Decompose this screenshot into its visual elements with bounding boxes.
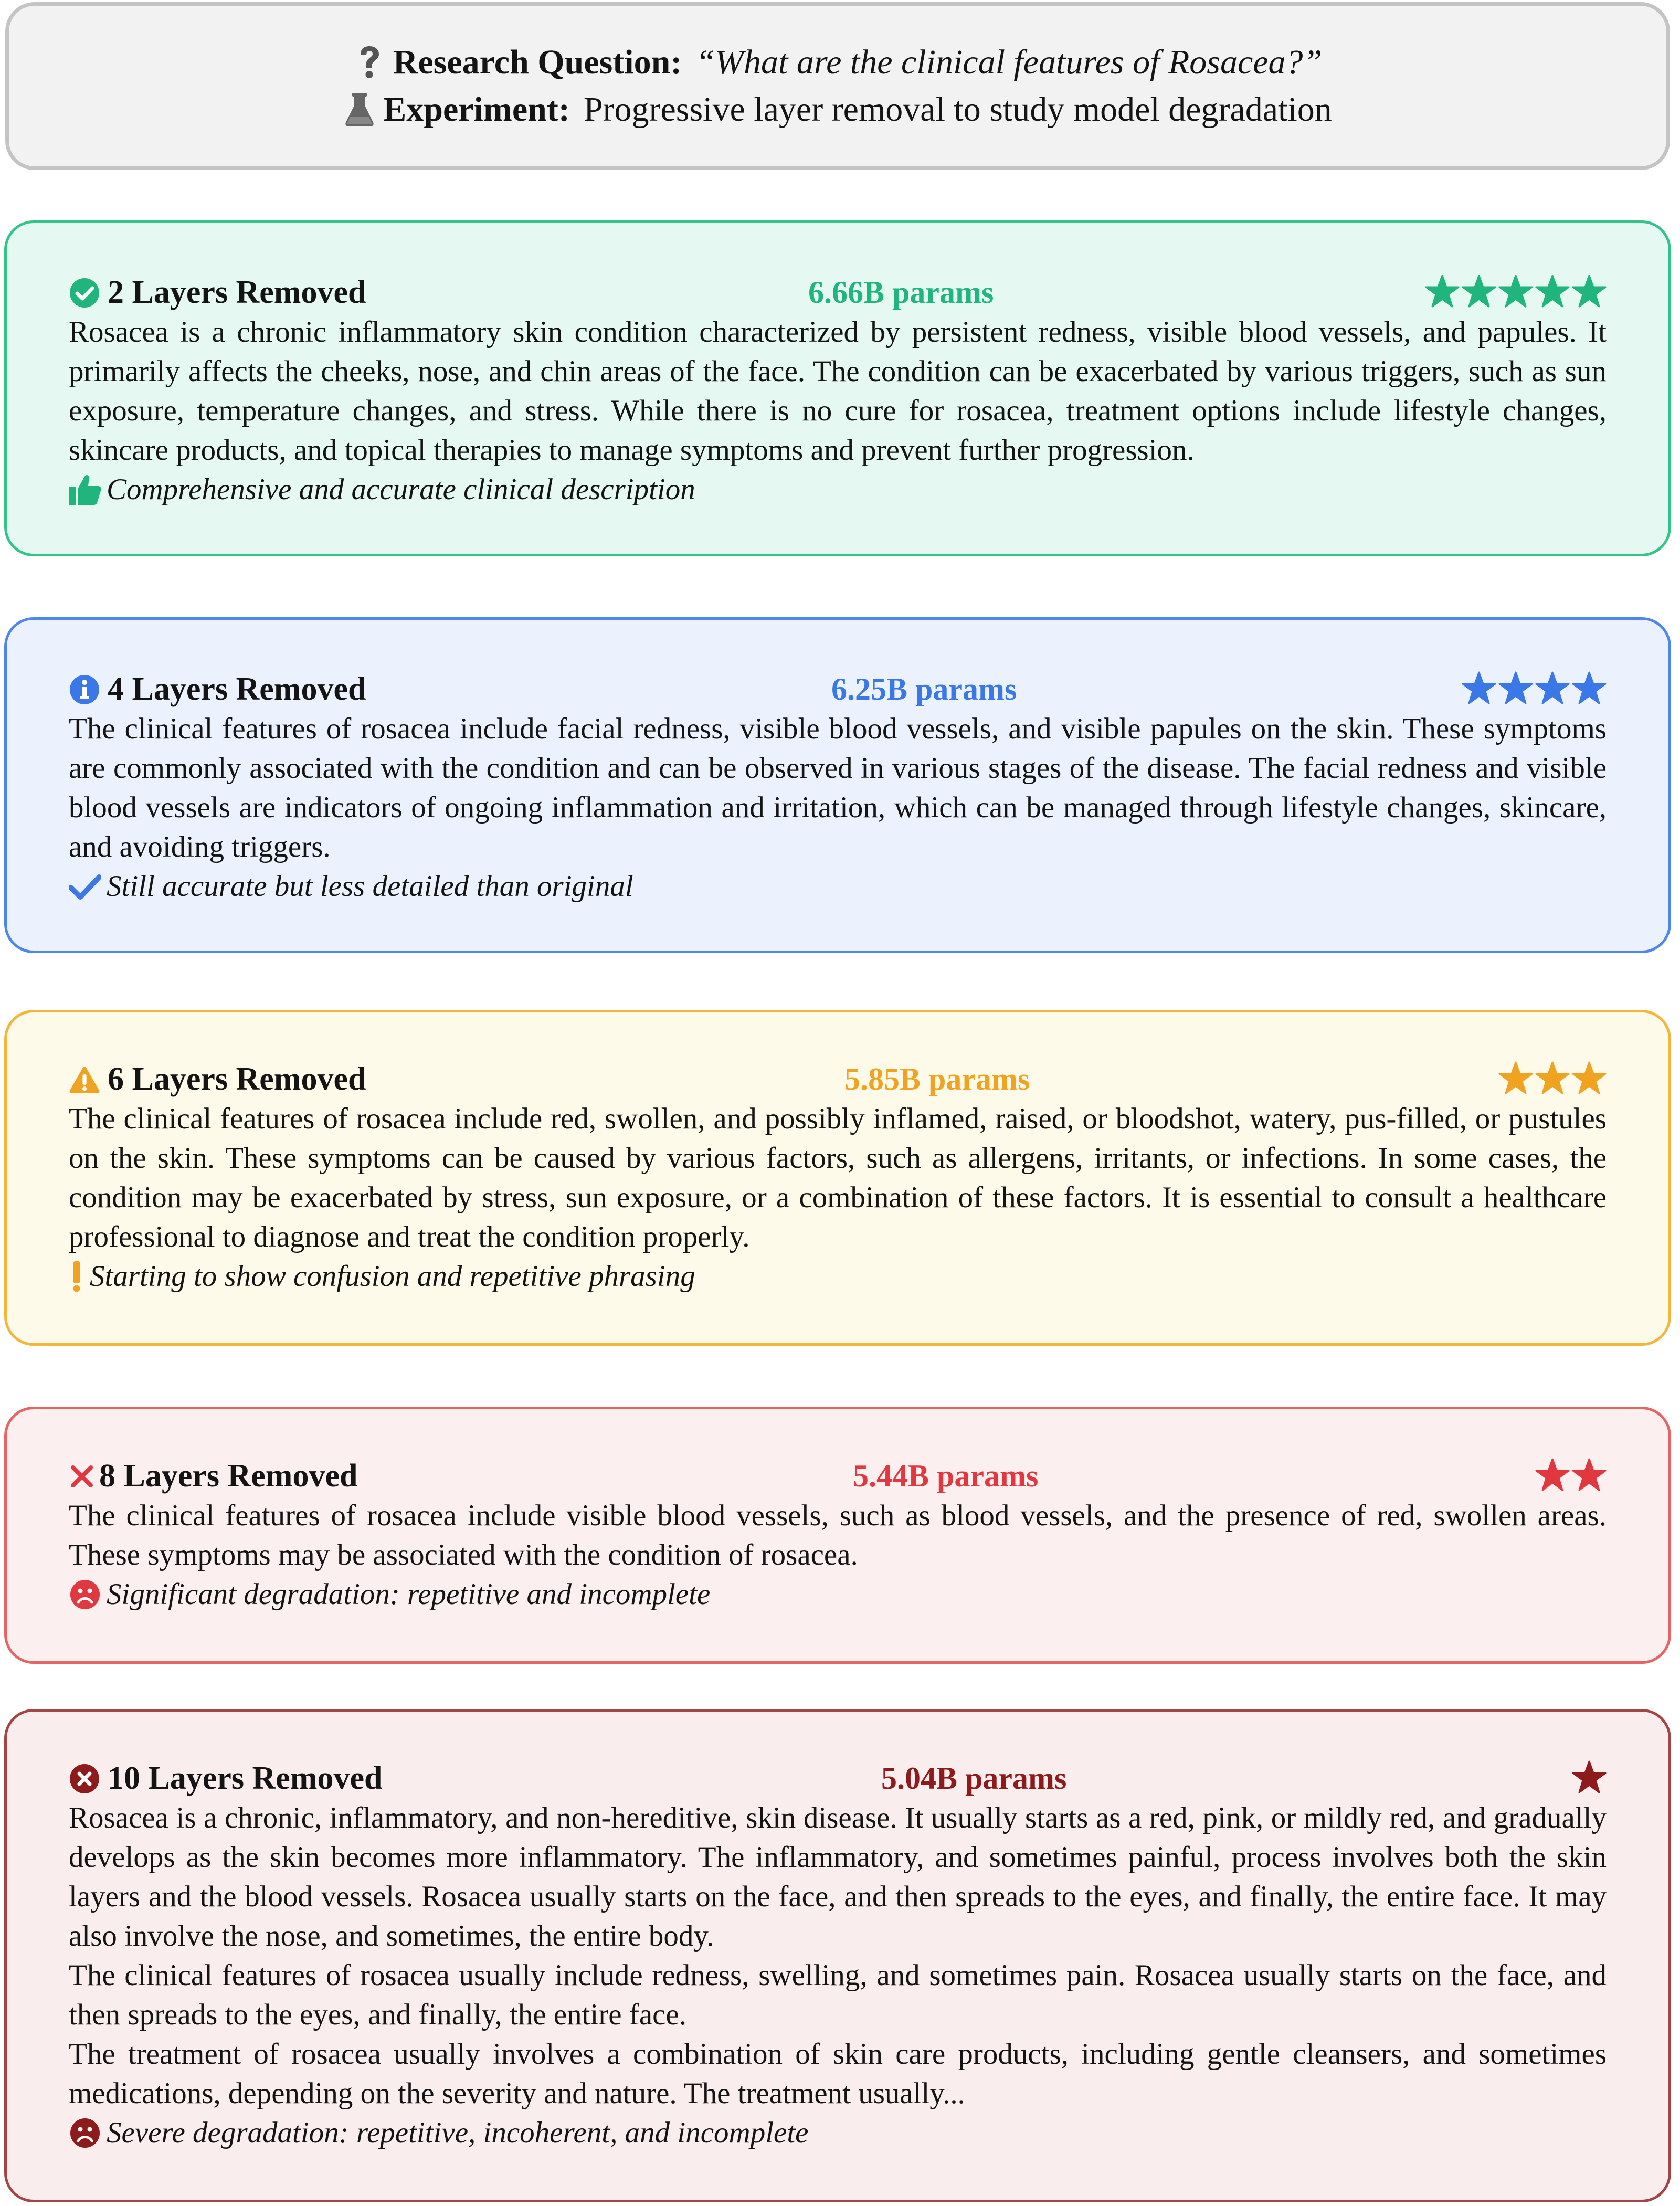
info-circle-icon [69,674,100,705]
star-rating [1462,671,1607,705]
response-text [69,1099,1607,1257]
star-icon [1462,671,1496,705]
star-icon [1572,671,1607,705]
experiment-line [343,88,1332,132]
research-question-line [353,40,1323,85]
star-icon [1498,274,1533,309]
star-icon [1498,671,1533,705]
card-header [69,273,1607,312]
result-card-10-layers [4,1709,1671,2202]
question-label: Research Question: [393,43,682,81]
verdict [69,867,1607,906]
param-count: 5.44B params [853,1459,1039,1493]
response-paragraph: Rosacea is a chronic inflammatory skin condition characterized by persistent redness, visible blood vessels, and papules. It primarily affects the cheeks, nose, and chin areas of the face. The condition can be exacerbated by various triggers, such as sun exposure, temperature changes, and stress. While there is no cure for rosacea, treatment options include lifestyle changes, skincare products, and topical therapies to manage symptoms and prevent further progression. [69,315,1607,467]
cross-icon [69,1461,95,1492]
param-count: 5.85B params [844,1062,1030,1096]
card-header [69,1456,1607,1496]
flask-icon [343,91,376,128]
sad-face-icon [69,1578,101,1611]
card-title-text: 4 Layers Removed [108,671,366,707]
star-rating [1498,1061,1607,1095]
experiment-text: Progressive layer removal to study model degradation [583,90,1332,129]
card-title-text: 10 Layers Removed [108,1760,383,1796]
warning-triangle-icon [69,1064,100,1095]
card-title [69,273,366,312]
verdict-text: Comprehensive and accurate clinical description [107,473,695,506]
response-paragraph: The treatment of rosacea usually involves a combination of skin care products, including gentle cleansers, and sometimes medications, depending on the severity and nature. The treatment usually... [69,2038,1607,2110]
thumbs-up-icon [69,473,101,506]
star-icon [1535,274,1570,309]
star-icon [1572,1458,1607,1492]
star-icon [1462,274,1496,309]
question-text: “What are the clinical features of Rosacea?” [695,43,1323,81]
star-icon [1498,1061,1533,1095]
star-rating [1425,274,1607,309]
response-paragraph: Rosacea is a chronic, inflammatory, and non-hereditive, skin disease. It usually starts as a red, pink, or mildly red, and gradually develops as the skin becomes more inflammatory. The inflammatory, and sometimes painful, process involves both the skin layers and the blood vessels. Rosacea usually starts on the face, and then spreads to the eyes, and finally, the entire face. It may also involve the nose, and sometimes, the entire body. [69,1801,1607,1952]
response-text [69,312,1607,470]
star-icon [1535,1458,1570,1492]
verdict [69,470,1607,509]
verdict [69,1257,1607,1296]
verdict-text: Still accurate but less detailed than original [107,870,633,903]
card-title-text: 8 Layers Removed [99,1458,358,1494]
card-title-text: 6 Layers Removed [108,1061,366,1097]
card-title [69,1456,357,1496]
verdict [69,2113,1607,2152]
result-card-6-layers [4,1010,1671,1346]
card-header [69,1759,1607,1798]
check-circle-icon [69,277,100,309]
research-header [5,2,1670,170]
star-rating [1572,1760,1607,1795]
verdict-text: Starting to show confusion and repetitive phrasing [90,1260,695,1293]
card-title [69,670,366,709]
card-header [69,1060,1607,1099]
verdict-text: Severe degradation: repetitive, incoherent, and incomplete [107,2116,809,2149]
star-icon [1535,671,1570,705]
response-paragraph: The clinical features of rosacea usually include redness, swelling, and sometimes pain. Rosacea usually starts on the face, and then spreads to the eyes, and finally, the entire face. [69,1959,1607,2031]
card-header [69,670,1607,709]
star-icon [1572,1760,1607,1795]
response-paragraph: The clinical features of rosacea include red, swollen, and possibly inflamed, raised, or bloodshot, watery, pus-filled, or pustules on the skin. These symptoms can be caused by various factors, such as allergens, irritants, or infections. In some cases, the condition may be exacerbated by stress, sun exposure, or a combination of these factors. It is essential to consult a healthcare professional to diagnose and treat the condition properly. [69,1102,1607,1253]
response-paragraph: The clinical features of rosacea include visible blood vessels, such as blood vessels, and the presence of red, swollen areas. These symptoms may be associated with the condition of rosacea. [69,1499,1607,1571]
verdict-text: Significant degradation: repetitive and incomplete [107,1578,711,1611]
param-count: 6.25B params [831,672,1017,706]
star-icon [1572,1061,1607,1095]
experiment-label: Experiment: [383,90,570,129]
star-icon [1425,274,1460,309]
response-paragraph: The clinical features of rosacea include facial redness, visible blood vessels, and visible papules on the skin. These symptoms are commonly associated with the condition and can be observed in various stages of the disease. The facial redness and visible blood vessels are indicators of ongoing inflammation and irritation, which can be managed through lifestyle changes, skincare, and avoiding triggers. [69,712,1607,863]
card-title [69,1759,382,1798]
result-card-2-layers [4,220,1671,556]
response-text [69,1496,1607,1575]
response-text [69,709,1607,867]
card-title [69,1060,366,1099]
result-card-8-layers [4,1407,1671,1664]
star-icon [1572,274,1607,309]
x-circle-icon [69,1763,100,1795]
star-icon [1535,1061,1570,1095]
result-card-4-layers [4,617,1671,953]
param-count: 6.66B params [808,275,994,310]
exclamation-icon [69,1260,84,1293]
star-rating [1535,1458,1607,1492]
verdict [69,1575,1607,1614]
checkmark-icon [69,870,101,903]
response-text [69,1798,1607,2113]
card-title-text: 2 Layers Removed [108,275,366,310]
frown-face-icon [69,2117,101,2149]
param-count: 5.04B params [881,1761,1067,1796]
question-mark-icon [353,44,386,81]
